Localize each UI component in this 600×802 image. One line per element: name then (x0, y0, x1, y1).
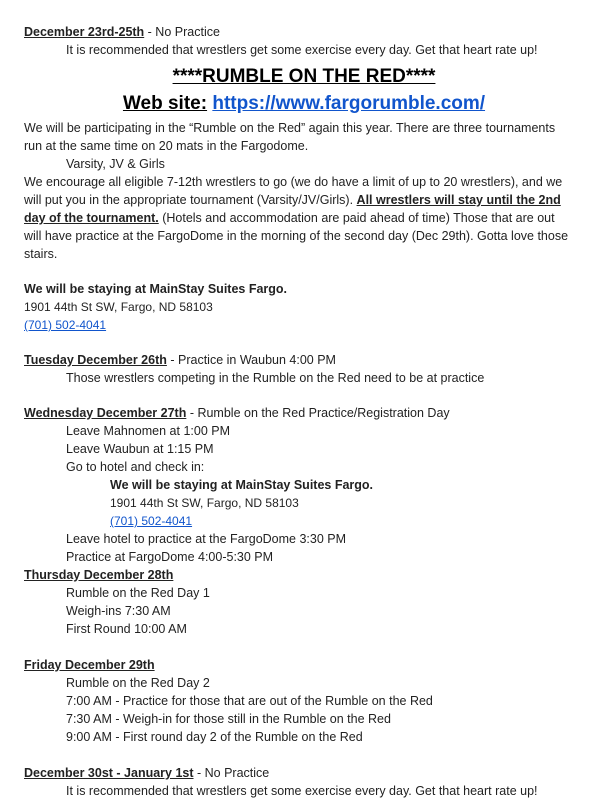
wed27-heading (24, 404, 584, 422)
divisions-line: Varsity, JV & Girls (66, 157, 165, 171)
hotel-phone-link[interactable]: (701) 502-4041 (24, 318, 107, 332)
fri29-item: 7:30 AM - Weigh-in for those still in the Rumble on the Red (66, 712, 391, 726)
thu28-heading (24, 566, 584, 584)
wed27-date: Wednesday December 27th (24, 406, 187, 420)
dec23-date: December 23rd-25th (24, 25, 145, 39)
dec30-note: It is recommended that wrestlers get some exercise every day. Get that heart rate up! (66, 784, 538, 798)
tue26-note: Those wrestlers competing in the Rumble on the Red need to be at practice (66, 371, 485, 385)
fri29-item: 7:00 AM - Practice for those that are out of the Rumble on the Red (66, 694, 433, 708)
wed27-item: Go to hotel and check in: (66, 460, 205, 474)
wed27-item: Practice at FargoDome 4:00-5:30 PM (66, 550, 274, 564)
thu28-item: Weigh-ins 7:30 AM (66, 604, 171, 618)
fri29-item: 9:00 AM - First round day 2 of the Rumble on the Red (66, 730, 363, 744)
thu28-date: Thursday December 28th (24, 568, 174, 582)
website-line (24, 90, 584, 117)
wed27-hotel-address: 1901 44th St SW, Fargo, ND 58103 (110, 496, 299, 510)
dec23-note: It is recommended that wrestlers get some exercise every day. Get that heart rate up! (66, 43, 538, 57)
dec23-rest: - No Practice (144, 25, 220, 39)
intro-paragraph-2 (24, 173, 572, 263)
fri29-heading (24, 656, 584, 674)
website-label: Web site: (122, 93, 208, 114)
fri29-item: Rumble on the Red Day 2 (66, 676, 210, 690)
thu28-item: First Round 10:00 AM (66, 622, 187, 636)
intro-p2-end: (Hotels and accommodation are paid ahead of time) Those that are out will have practice at the FargoDome in the morning of the second day (Dec 29th). Gotta love those stairs. (24, 211, 569, 261)
dec30-date: December 30st - January 1st (24, 766, 194, 780)
tue26-heading (24, 351, 584, 369)
intro-paragraph-1: We will be participating in the “Rumble on the Red” again this year. There are three tournaments run at the same time on 20 mats in the Fargodome. (24, 121, 556, 153)
dec30-heading (24, 764, 584, 782)
dec30-rest: - No Practice (193, 766, 270, 780)
fri29-date: Friday December 29th (24, 658, 155, 672)
intro-p2-start: We encourage all eligible 7-12th wrestlers to go (we do have a limit of up to 20 wrestlers), and we will put you in the appropriate tournament (Varsity/JV/Girls). (24, 175, 563, 207)
intro-p2-bold: All wrestlers will stay until the 2nd day of the tournament. (24, 193, 561, 225)
wed27-hotel-phone-link[interactable]: (701) 502-4041 (110, 514, 193, 528)
wed27-hotel-heading: We will be staying at MainStay Suites Fargo. (110, 478, 374, 492)
wed27-item: Leave hotel to practice at the FargoDome 3:30 PM (66, 532, 347, 546)
wed27-rest: - Rumble on the Red Practice/Registration Day (186, 406, 450, 420)
wed27-item: Leave Mahnomen at 1:00 PM (66, 424, 230, 438)
event-title: ****RUMBLE ON THE RED**** (172, 66, 436, 87)
tue26-date: Tuesday December 26th (24, 353, 167, 367)
tue26-rest: - Practice in Waubun 4:00 PM (166, 353, 336, 367)
hotel-address: 1901 44th St SW, Fargo, ND 58103 (24, 300, 213, 314)
document-body (24, 23, 584, 800)
thu28-item: Rumble on the Red Day 1 (66, 586, 210, 600)
website-link[interactable]: https://www.fargorumble.com/ (212, 93, 486, 114)
dec23-heading (24, 23, 584, 41)
wed27-item: Leave Waubun at 1:15 PM (66, 442, 214, 456)
hotel-heading: We will be staying at MainStay Suites Fargo. (24, 282, 288, 296)
